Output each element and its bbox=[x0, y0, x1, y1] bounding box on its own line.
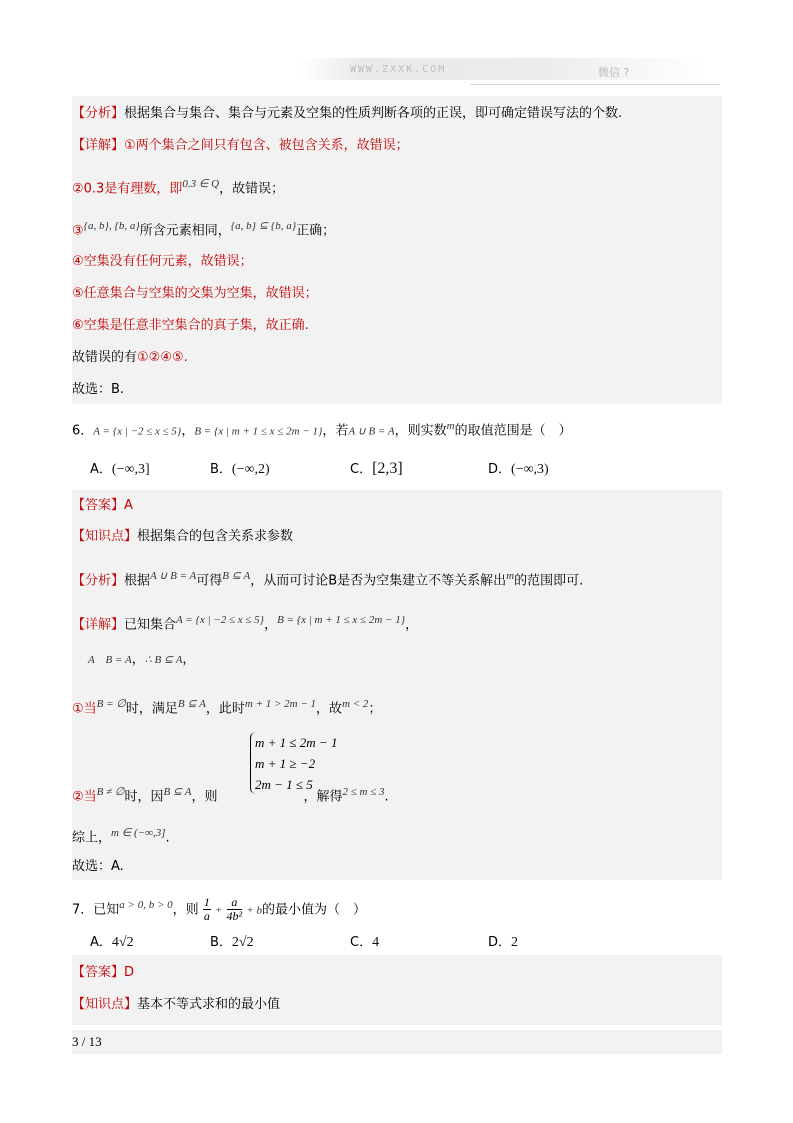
q7-answer: 【答案】D bbox=[72, 965, 135, 980]
header-divider bbox=[470, 84, 720, 85]
q6-detail: 【详解】已知集合$^{A = \{x | -2 \le x \le 5\}}$，$^{B = \{x | m + 1 \le x \le 2m - 1\}}$， bbox=[72, 614, 419, 633]
q6-option-c[interactable]: C．[2,3] bbox=[350, 460, 403, 477]
q7-knowledge-point: 【知识点】基本不等式求和的最小值 bbox=[72, 997, 281, 1012]
header-right: 微信 ? bbox=[598, 66, 630, 79]
q6-option-a[interactable]: A．(−∞,3] bbox=[90, 462, 150, 477]
q5-detail-1: 【详解】①两个集合之间只有包含、被包含关系，故错误； bbox=[72, 138, 409, 153]
page-number: 3 / 13 bbox=[72, 1034, 102, 1049]
q6-case-1: ①当$^{B = \emptyset}$时，满足$^{B ⊆ A}$，此时$^{m + 1 > 2m - 1}$，故$^{m < 2}$； bbox=[72, 698, 382, 717]
q6-solution-block bbox=[72, 490, 722, 880]
q6-choice: 故选：A. bbox=[72, 859, 124, 874]
q5-detail-5: ⑤任意集合与空集的交集为空集，故错误； bbox=[72, 286, 318, 301]
fraction-a-over-4b2: $\frac{a}{\text{4b²}}$ bbox=[226, 895, 243, 924]
q6-summary: 综上，$^{m \in (-\infty,3]}$. bbox=[72, 827, 170, 846]
q6-analysis: 【分析】根据$^{A \cup B = A}$可得$^{B ⊆ A}$，从而可讨论B是否为空集建立不等关系解出$^m$的范围即可. bbox=[72, 570, 584, 589]
q5-detail-2: ②0.3是有理数，即$^{0.3 \in Q}$，故错误； bbox=[72, 178, 285, 197]
q6-option-d[interactable]: D．(−∞,3) bbox=[488, 462, 549, 477]
q5-detail-6: ⑥空集是任意非空集合的真子集，故正确. bbox=[72, 318, 309, 333]
q5-conclusion: 故错误的有①②④⑤. bbox=[72, 350, 188, 365]
header-site: WWW.ZXXK.COM bbox=[350, 64, 447, 75]
q6-knowledge-point: 【知识点】根据集合的包含关系求参数 bbox=[72, 529, 294, 544]
q5-choice: 故选：B. bbox=[72, 382, 125, 397]
q7-option-d[interactable]: D．2 bbox=[488, 935, 519, 950]
q6-answer: 【答案】A bbox=[72, 498, 133, 513]
inequality-system: m + 1 ≤ 2m − 1 m + 1 ≥ −2 2m − 1 ≤ 5 bbox=[255, 735, 338, 792]
q7-option-a[interactable]: A．4√2 bbox=[90, 935, 134, 950]
q7-option-b[interactable]: B．2√2 bbox=[210, 935, 254, 950]
q6-case-2: ②当$^{B \ne \emptyset}$时，因$^{B ⊆ A}$，则 ，解得$^{2 \le m \le 3}$. bbox=[72, 786, 389, 805]
q5-detail-3: ③$^{\{a, b\}, \{b, a\}}$所含元素相同，$^{\{a, b\} ⊆ \{b, a\}}$正确； bbox=[72, 220, 336, 239]
q6-detail-line2: A B = A，∴ B ⊆ A， bbox=[88, 652, 196, 667]
q6-option-b[interactable]: B．(−∞,2) bbox=[210, 462, 270, 477]
q7-stem: 7．已知$^{a > 0, b > 0}$，则 $\frac{1}{a}$ + $\frac{a}{\text{4b²}}$ + b的最小值为（ ） bbox=[72, 895, 366, 924]
fraction-1-over-a: $\frac{1}{a}$ bbox=[203, 895, 210, 924]
q7-option-c[interactable]: C．4 bbox=[350, 935, 380, 950]
q5-detail-4: ④空集没有任何元素，故错误； bbox=[72, 254, 253, 269]
q6-stem: 6．A = {x | −2 ≤ x ≤ 5}，B = {x | m + 1 ≤ x ≤ 2m − 1}，若A ∪ B = A，则实数$^m$的取值范围是（ ） bbox=[72, 420, 572, 439]
q5-analysis: 【分析】根据集合与集合、集合与元素及空集的性质判断各项的正误，即可确定错误写法的个数. bbox=[72, 106, 623, 121]
